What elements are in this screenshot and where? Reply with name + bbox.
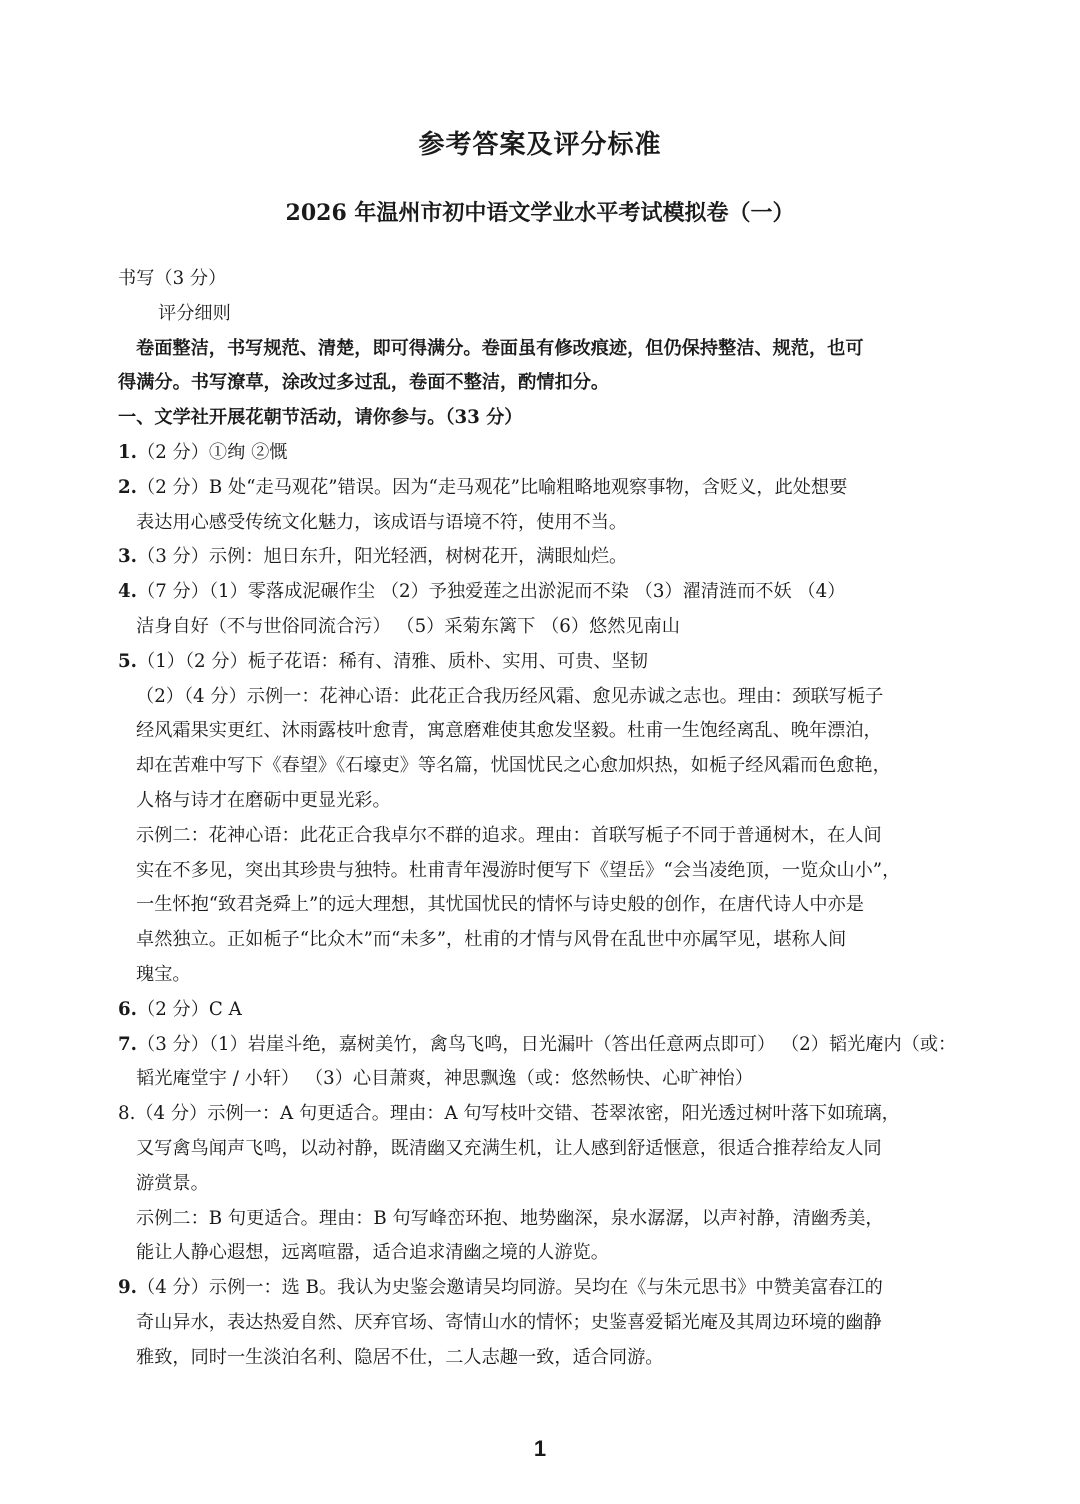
answer-text: （7 分）（1）零落成泥碾作尘 （2）予独爱莲之出淤泥而不染 （3）濯清涟而不妖 （4） xyxy=(137,581,846,603)
question-6 xyxy=(118,993,966,1028)
writing-rules-line: 卷面整洁，书写规范、清楚，即可得满分。卷面虽有修改痕迹，但仍保持整洁、规范，也可 xyxy=(136,337,864,359)
answer-text: （1）（2 分）栀子花语：稀有、清雅、质朴、实用、可贵、坚韧 xyxy=(137,650,648,672)
question-number: 2. xyxy=(118,476,137,498)
writing-rules-line: 得满分。书写潦草，涂改过多过乱，卷面不整洁，酌情扣分。 xyxy=(118,372,610,394)
question-5 xyxy=(118,645,966,680)
question-number: 6. xyxy=(118,998,137,1020)
answer-continuation: 能让人静心遐想，远离喧嚣，适合追求清幽之境的人游览。 xyxy=(136,1242,609,1264)
answer-text: （3 分）（1）岩崖斗绝，嘉树美竹，禽鸟飞鸣，日光漏叶（答出任意两点即可） （2）韬光庵内（或： xyxy=(137,1033,957,1055)
answer-continuation: 韬光庵堂宇 / 小轩） （3）心目萧爽，神思飘逸（或：悠然畅快、心旷神怡） xyxy=(136,1068,754,1090)
question-2 xyxy=(118,471,966,506)
answer-body xyxy=(118,262,966,1376)
question-number: 8. xyxy=(118,1103,136,1125)
question-number: 5. xyxy=(118,650,137,672)
answer-continuation: 经风霜果实更红、沐雨露枝叶愈青，寓意磨难使其愈发坚毅。杜甫一生饱经离乱、晚年漂泊， xyxy=(136,720,882,742)
document-title: 参考答案及评分标准 xyxy=(418,130,662,160)
answer-continuation: 却在苦难中写下《春望》《石壕吏》等名篇，忧国忧民之心愈加炽热，如栀子经风霜而色愈艳， xyxy=(136,755,891,777)
page-number: 1 xyxy=(533,1436,547,1461)
answer-text: （2 分）C A xyxy=(137,998,242,1020)
question-number: 3. xyxy=(118,546,137,568)
question-8 xyxy=(118,1097,966,1132)
answer-continuation: 又写禽鸟闻声飞鸣，以动衬静，既清幽又充满生机，让人感到舒适惬意，很适合推荐给友人同 xyxy=(136,1137,882,1159)
answer-continuation: 奇山异水，表达热爱自然、厌弃官场、寄情山水的情怀；史鉴喜爱韬光庵及其周边环境的幽静 xyxy=(136,1311,882,1333)
answer-continuation: 实在不多见，突出其珍贵与独特。杜甫青年漫游时便写下《望岳》“会当凌绝顶，一览众山小”， xyxy=(136,859,901,881)
question-4 xyxy=(118,575,966,610)
answer-text: （2 分）B 处“走马观花”错误。因为“走马观花”比喻粗略地观察事物，含贬义，此处想要 xyxy=(137,476,848,498)
document-subtitle: 2026 年温州市初中语文学业水平考试模拟卷（一） xyxy=(285,200,795,226)
writing-rules-label: 评分细则 xyxy=(158,302,231,324)
question-number: 4. xyxy=(118,581,137,603)
answer-continuation: 人格与诗才在磨砺中更显光彩。 xyxy=(136,789,391,811)
answer-example-2: 示例二：花神心语：此花正合我卓尔不群的追求。理由：首联写栀子不同于普通树木，在人间 xyxy=(136,824,882,846)
question-1 xyxy=(118,436,966,471)
answer-continuation: 一生怀抱“致君尧舜上”的远大理想，其忧国忧民的情怀与诗史般的创作，在唐代诗人中亦是 xyxy=(136,894,864,916)
question-3 xyxy=(118,540,966,575)
question-number: 9. xyxy=(118,1277,137,1299)
answer-continuation: 表达用心感受传统文化魅力，该成语与语境不符，使用不当。 xyxy=(136,511,628,533)
question-number: 7. xyxy=(118,1033,137,1055)
answer-text: （3 分）示例：旭日东升，阳光轻洒，树树花开，满眼灿烂。 xyxy=(137,546,628,568)
writing-heading: 书写（3 分） xyxy=(118,268,227,289)
answer-text: （2 分）①绚 ②慨 xyxy=(137,441,288,463)
answer-continuation: 游赏景。 xyxy=(136,1172,209,1194)
answer-text: （4 分）示例一：选 B。我认为史鉴会邀请吴均同游。吴均在《与朱元思书》中赞美富春江的 xyxy=(137,1277,883,1299)
answer-example-2: 示例二：B 句更适合。理由：B 句写峰峦环抱、地势幽深，泉水潺潺，以声衬静，清幽秀美， xyxy=(136,1207,884,1229)
answer-continuation: 卓然独立。正如栀子“比众木”而“未多”，杜甫的才情与风骨在乱世中亦属罕见，堪称人间 xyxy=(136,929,847,951)
question-7 xyxy=(118,1028,966,1063)
answer-text: （4 分）示例一：A 句更适合。理由：A 句写枝叶交错、苍翠浓密，阳光透过树叶落下如琉璃， xyxy=(135,1103,900,1125)
answer-example-1: （2）（4 分）示例一：花神心语：此花正合我历经风霜、愈见赤诚之志也。理由：颈联写栀子 xyxy=(136,685,884,707)
question-9 xyxy=(118,1271,966,1306)
question-number: 1. xyxy=(118,441,137,463)
section-heading: 一、文学社开展花朝节活动，请你参与。（33 分） xyxy=(118,407,523,429)
answer-continuation: 瑰宝。 xyxy=(136,963,191,985)
answer-continuation: 洁身自好（不与世俗同流合污） （5）采菊东篱下 （6）悠然见南山 xyxy=(136,615,680,637)
answer-continuation: 雅致，同时一生淡泊名利、隐居不仕，二人志趣一致，适合同游。 xyxy=(136,1346,664,1368)
